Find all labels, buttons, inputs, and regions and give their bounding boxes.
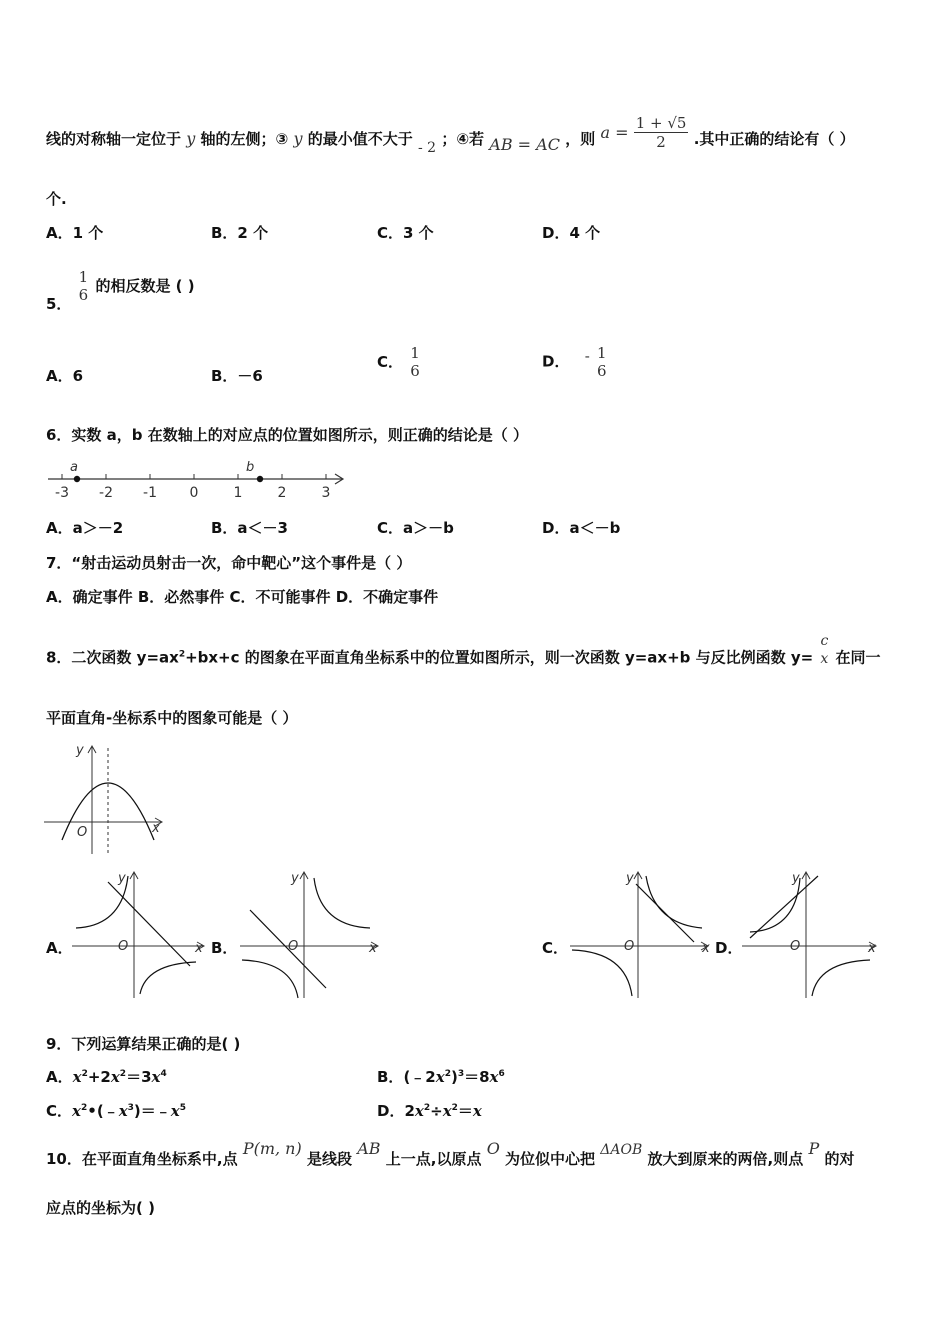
q9-option-d[interactable]: D．$2x^2\div x^2=x$ bbox=[377, 1102, 482, 1120]
q8-question-line2: 平面直角-坐标系中的图象可能是（ ） bbox=[46, 709, 298, 727]
svg-text:y: y bbox=[626, 871, 634, 886]
q8-graph-a[interactable] bbox=[72, 870, 207, 1000]
q9-option-b[interactable]: B．$(﹣2x^2)^3=8x^6$ bbox=[377, 1068, 505, 1086]
point-b bbox=[257, 476, 263, 482]
q5-option-c[interactable]: C． 1 6 bbox=[377, 344, 420, 380]
q8-graph-d[interactable] bbox=[742, 870, 880, 1000]
number-line-tick-label: -1 bbox=[143, 485, 157, 501]
q8-option-b[interactable]: B． bbox=[211, 939, 238, 957]
fraction-one-sixth: 1 6 bbox=[597, 344, 607, 380]
q8-option-d[interactable]: D． bbox=[715, 939, 743, 957]
svg-text:y: y bbox=[792, 871, 800, 886]
point-p: P bbox=[808, 1139, 820, 1158]
linear-line bbox=[750, 876, 818, 938]
q4-option-c[interactable]: C．3 个 bbox=[377, 224, 434, 242]
svg-text:x: x bbox=[195, 941, 203, 956]
q9-option-c[interactable]: C．$x^2•(﹣x^3)=﹣x^5$ bbox=[46, 1102, 186, 1120]
svg-text:O: O bbox=[790, 939, 801, 954]
svg-text:O: O bbox=[288, 939, 299, 954]
hyperbola-curve bbox=[750, 878, 800, 932]
var-y: y bbox=[293, 129, 303, 148]
svg-text:y: y bbox=[291, 871, 299, 886]
svg-text:y: y bbox=[118, 871, 126, 886]
number-line-tick-label: 3 bbox=[321, 485, 331, 501]
axis-y-label: y bbox=[76, 743, 84, 758]
q6-option-a[interactable]: A．a＞－2 bbox=[46, 519, 124, 537]
q4-line1: 线的对称轴一定位于 y 轴的左侧；③ y 的最小值不大于 - 2 ；④若 AB = AC ，则 a = $\frac{1 + √5}{2}$ .其中正确的结论有（ ） bbox=[46, 114, 855, 156]
q5-option-d[interactable]: D． - 1 6 bbox=[542, 344, 607, 380]
golden-ratio-fraction: $\frac{1 + √5}{2}$ bbox=[635, 114, 687, 151]
q6-option-b[interactable]: B．a＜－3 bbox=[211, 519, 288, 537]
q7-options[interactable]: A．确定事件 B．必然事件 C．不可能事件 D．不确定事件 bbox=[46, 588, 439, 606]
ab-eq-ac: AB = AC bbox=[489, 135, 560, 154]
q8-option-a[interactable]: A． bbox=[46, 939, 73, 957]
label-a: a bbox=[70, 460, 78, 475]
q4-option-b[interactable]: B．2 个 bbox=[211, 224, 269, 242]
hyperbola-curve bbox=[812, 960, 870, 996]
number-line-tick-label: 2 bbox=[277, 485, 287, 501]
number-line-tick-label: 0 bbox=[189, 485, 199, 501]
q5-option-b[interactable]: B．－6 bbox=[211, 367, 263, 385]
q6-question: 6．实数 a，b 在数轴上的对应点的位置如图所示，则正确的结论是（ ） bbox=[46, 426, 528, 444]
q8-graph-b[interactable] bbox=[236, 870, 381, 1000]
q9-option-a[interactable]: A．$x^2+2x^2=3x^4$ bbox=[46, 1068, 167, 1086]
q4-option-d[interactable]: D．4 个 bbox=[542, 224, 601, 242]
number-line bbox=[46, 456, 356, 501]
q5-question: 5． 1 6 的相反数是 ( ) bbox=[46, 268, 195, 313]
minus-two: - 2 bbox=[418, 140, 437, 156]
q10-question-line1: 10．在平面直角坐标系中,点 P(m, n) 是线段 AB 上一点,以原点 O 为位似中心把 ΔAOB 放大到原来的两倍,则点 P 的对 bbox=[46, 1139, 855, 1168]
q7-question: 7．“射击运动员射击一次，命中靶心”这个事件是（ ） bbox=[46, 554, 412, 572]
svg-text:x: x bbox=[369, 941, 377, 956]
point-a bbox=[74, 476, 80, 482]
var-y: y bbox=[186, 129, 196, 148]
hyperbola-curve bbox=[314, 878, 370, 928]
origin-label: O bbox=[77, 825, 88, 840]
q5-option-a[interactable]: A．6 bbox=[46, 367, 84, 385]
a-equals: a = bbox=[600, 123, 629, 142]
q8-option-c[interactable]: C． bbox=[542, 939, 569, 957]
svg-text:x: x bbox=[702, 941, 710, 956]
q4-line2: 个. bbox=[46, 190, 67, 208]
q9-question: 9．下列运算结果正确的是( ) bbox=[46, 1035, 241, 1053]
hyperbola-curve bbox=[140, 962, 196, 994]
svg-text:x: x bbox=[868, 941, 876, 956]
point-p-mn: P(m, n) bbox=[242, 1139, 302, 1158]
svg-text:O: O bbox=[118, 939, 129, 954]
q6-option-c[interactable]: C．a＞－b bbox=[377, 519, 454, 537]
segment-ab: AB bbox=[357, 1139, 381, 1158]
label-b: b bbox=[246, 460, 255, 475]
hyperbola-curve bbox=[242, 960, 298, 998]
q6-option-d[interactable]: D．a＜－b bbox=[542, 519, 621, 537]
q10-question-line2: 应点的坐标为( ) bbox=[46, 1199, 155, 1217]
c-over-x-fraction: c x bbox=[820, 633, 829, 667]
origin-o: O bbox=[486, 1139, 500, 1158]
q4-option-a[interactable]: A．1 个 bbox=[46, 224, 104, 242]
triangle-aob: ΔAOB bbox=[600, 1142, 643, 1158]
linear-line bbox=[636, 884, 694, 942]
hyperbola-curve bbox=[572, 950, 632, 996]
axis-x-label: x bbox=[152, 821, 160, 836]
parabola-graph bbox=[44, 744, 164, 856]
number-line-tick-label: -2 bbox=[99, 485, 113, 501]
q8-question-line1: 8．二次函数 $y=ax^2+bx+c$ 的图象在平面直角坐标系中的位置如图所示，则一次函数 y=ax+b 与反比例函数 y= c x 在同一 bbox=[46, 633, 881, 667]
number-line-tick-label: 1 bbox=[233, 485, 243, 501]
fraction-one-sixth: 1 6 bbox=[410, 344, 420, 380]
one-sixth-fraction: 1 6 bbox=[78, 268, 89, 304]
svg-text:O: O bbox=[624, 939, 635, 954]
number-line-tick-label: -3 bbox=[55, 485, 69, 501]
q8-graph-c[interactable] bbox=[570, 870, 712, 1000]
